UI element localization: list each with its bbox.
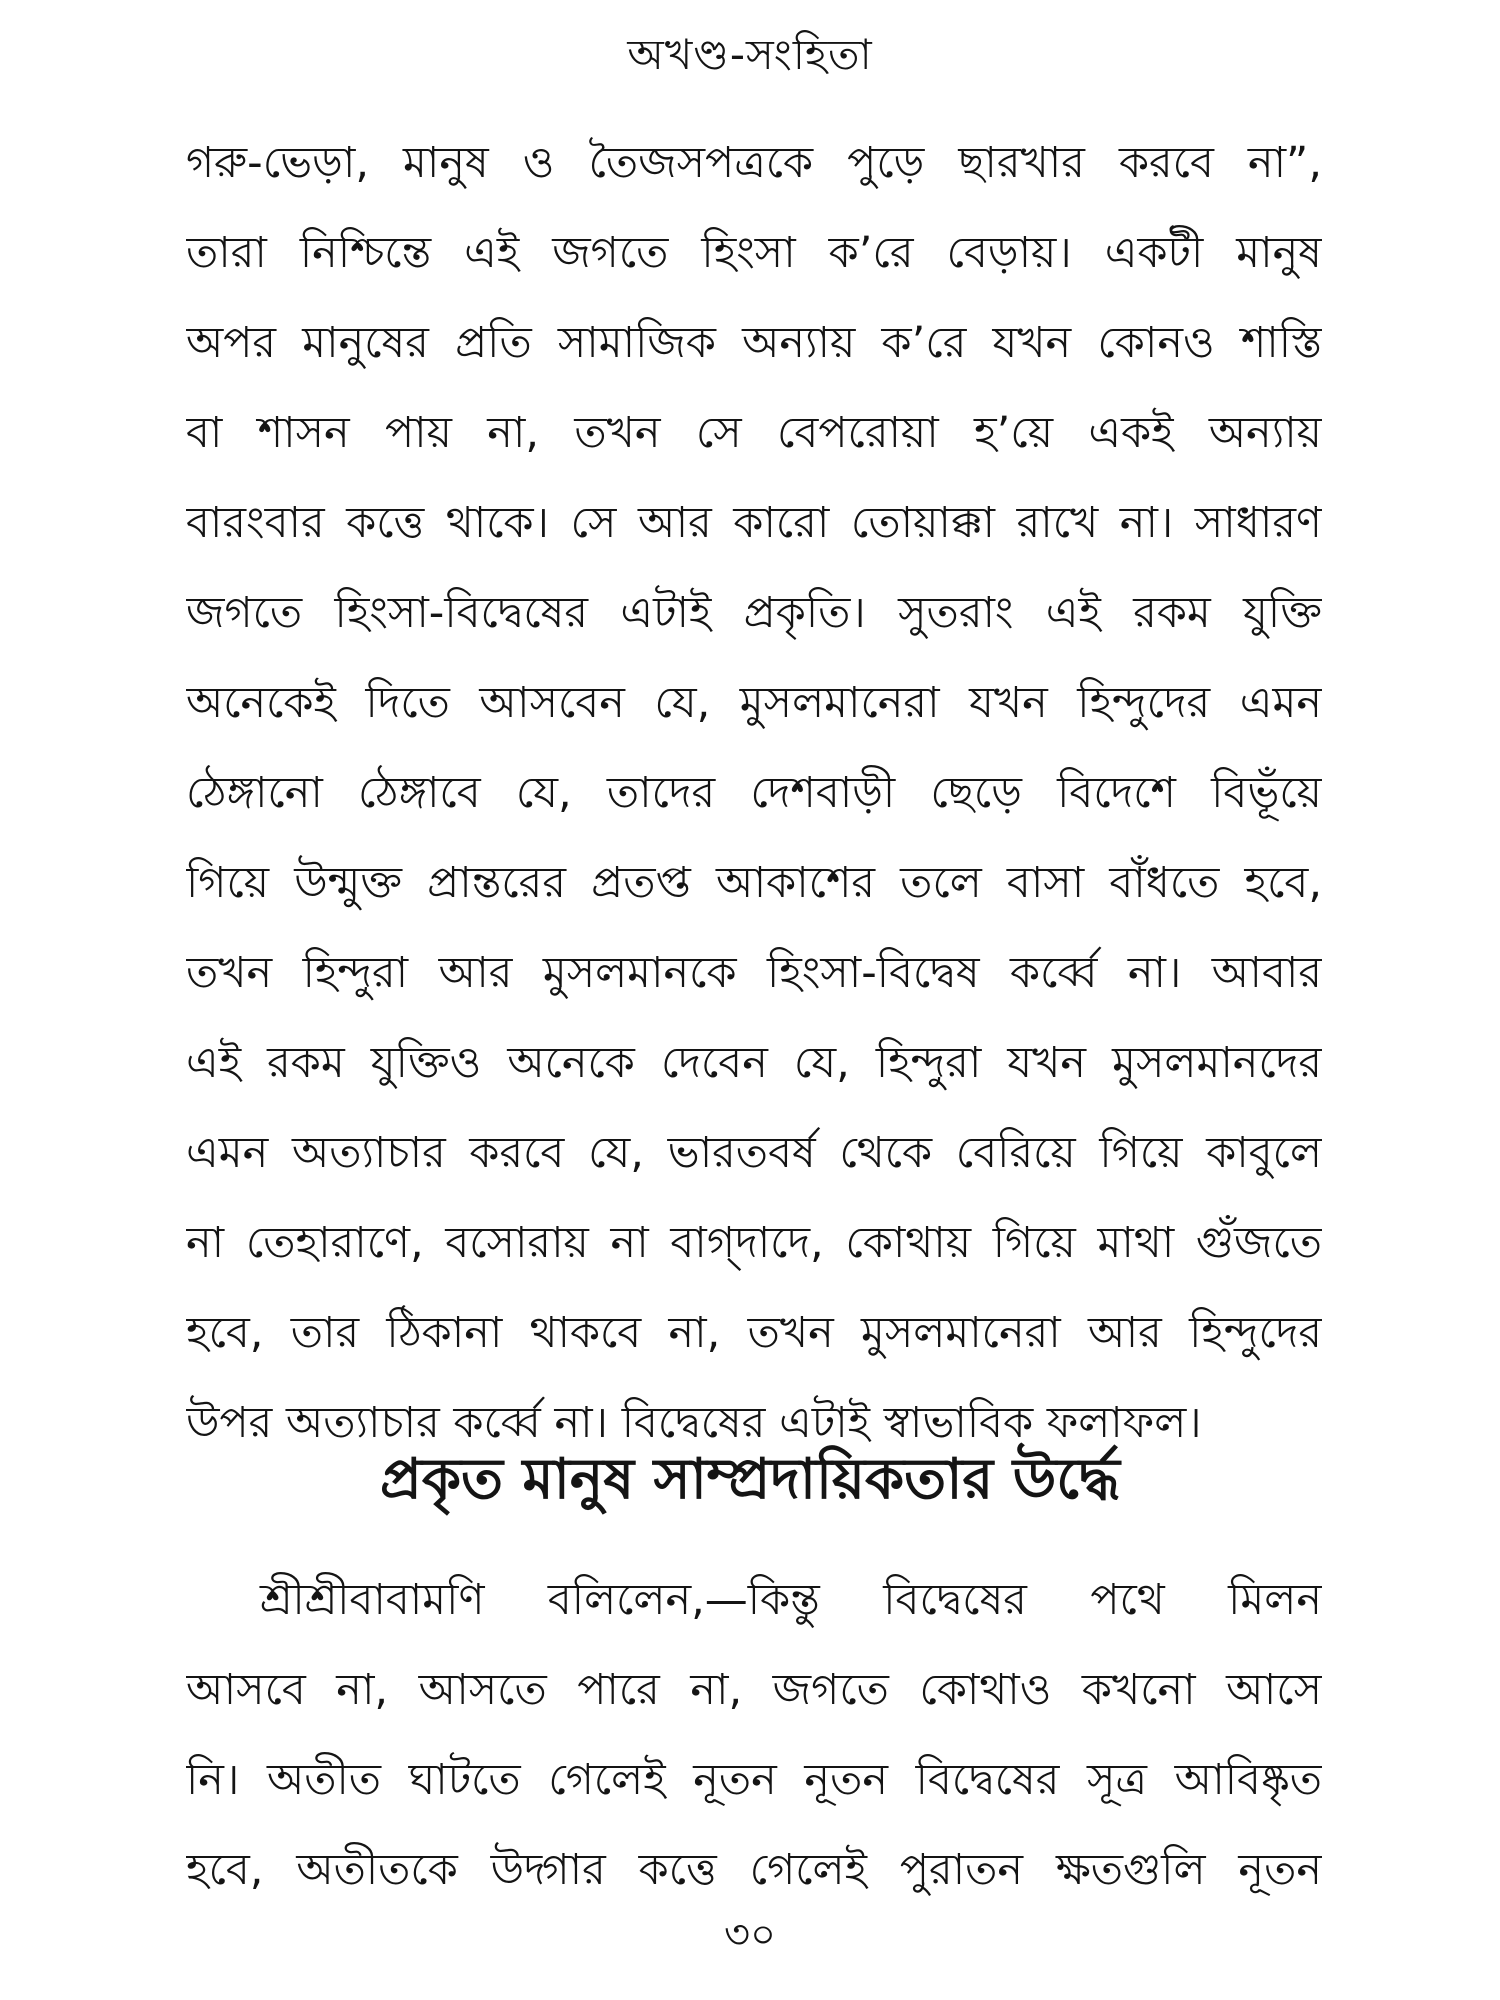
text-line: ঠেঙ্গানো ঠেঙ্গাবে যে, তাদের দেশবাড়ী ছেড়ে বিদেশে বিভূঁয়ে bbox=[186, 768, 1322, 818]
text-line: হবে, অতীতকে উদ্গার কত্তে গেলেই পুরাতন ক্ষতগুলি নূতন bbox=[186, 1845, 1322, 1895]
text-line: বা শাসন পায় না, তখন সে বেপরোয়া হ’য়ে একই অন্যায় bbox=[186, 408, 1322, 458]
text-line: উপর অত্যাচার কর্ব্বে না। বিদ্বেষের এটাই স্বাভাবিক ফলাফল। bbox=[186, 1398, 1202, 1448]
text-line: এই রকম যুক্তিও অনেকে দেবেন যে, হিন্দুরা যখন মুসলমানদের bbox=[186, 1038, 1322, 1088]
text-line: বারংবার কত্তে থাকে। সে আর কারো তোয়াক্কা রাখে না। সাধারণ bbox=[186, 498, 1322, 548]
paragraph-continued bbox=[186, 118, 1322, 1468]
text-line: না তেহারাণে, বসোরায় না বাগ্‌দাদে, কোথায় গিয়ে মাথা গুঁজতে bbox=[186, 1218, 1322, 1268]
text-line: জগতে হিংসা-বিদ্বেষের এটাই প্রকৃতি। সুতরাং এই রকম যুক্তি bbox=[186, 588, 1322, 638]
text-line: গিয়ে উন্মুক্ত প্রান্তরের প্রতপ্ত আকাশের তলে বাসা বাঁধতে হবে, bbox=[186, 858, 1322, 908]
text-line: তারা নিশ্চিন্তে এই জগতে হিংসা ক’রে বেড়ায়। একটী মানুষ bbox=[186, 228, 1322, 278]
paragraph-new bbox=[186, 1555, 1322, 1915]
text-line: হবে, তার ঠিকানা থাকবে না, তখন মুসলমানেরা আর হিন্দুদের bbox=[186, 1308, 1322, 1358]
text-line: তখন হিন্দুরা আর মুসলমানকে হিংসা-বিদ্বেষ কর্ব্বে না। আবার bbox=[186, 948, 1322, 998]
section-heading: প্রকৃত মানুষ সাম্প্রদায়িকতার উর্দ্ধে bbox=[380, 1447, 1120, 1512]
running-header-title: অখণ্ড-সংহিতা bbox=[627, 30, 873, 79]
text-line: আসবে না, আসতে পারে না, জগতে কোথাও কখনো আসে bbox=[186, 1665, 1322, 1715]
text-line: গরু-ভেড়া, মানুষ ও তৈজসপত্রকে পুড়ে ছারখার করবে না”, bbox=[186, 138, 1322, 188]
text-line: নি। অতীত ঘাটতে গেলেই নূতন নূতন বিদ্বেষের সূত্র আবিষ্কৃত bbox=[186, 1755, 1322, 1805]
text-line: এমন অত্যাচার করবে যে, ভারতবর্ষ থেকে বেরিয়ে গিয়ে কাবুলে bbox=[186, 1128, 1322, 1178]
text-line: অনেকেই দিতে আসবেন যে, মুসলমানেরা যখন হিন্দুদের এমন bbox=[186, 678, 1322, 728]
text-line: শ্রীশ্রীবাবামণি বলিলেন,—কিন্তু বিদ্বেষের পথে মিলন bbox=[260, 1575, 1322, 1625]
text-line: অপর মানুষের প্রতি সামাজিক অন্যায় ক’রে যখন কোনও শাস্তি bbox=[186, 318, 1322, 368]
page-number: ৩০ bbox=[723, 1912, 776, 1958]
